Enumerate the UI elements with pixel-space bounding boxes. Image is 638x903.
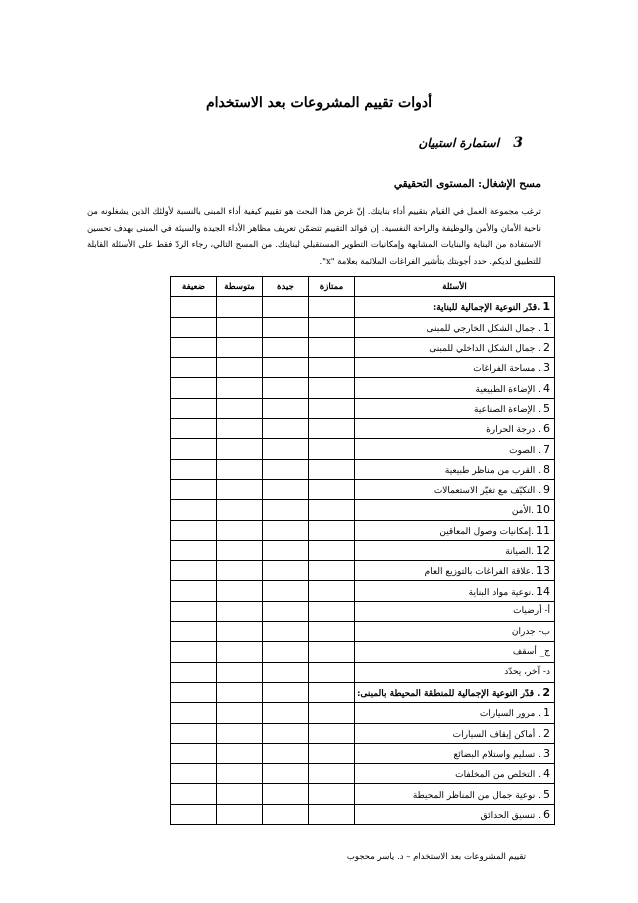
rating-cell-weak[interactable] [171,358,217,378]
page-title: أدوات تقييم المشروعات بعد الاستخدام [206,95,432,111]
rating-cell-weak[interactable] [171,601,217,621]
rating-cell-excellent[interactable] [309,459,355,479]
rating-cell-average[interactable] [217,784,263,804]
rating-cell-good[interactable] [263,398,309,418]
question-cell [355,459,555,479]
question-cell [355,317,555,337]
table-row [171,642,555,662]
table-section-row [171,682,555,702]
rating-cell-weak[interactable] [171,439,217,459]
question-cell [355,784,555,804]
question-text: . الإضاءة الصناعية [474,404,541,415]
rating-cell-good[interactable] [263,561,309,581]
table-row [171,358,555,378]
survey-rows [171,297,555,825]
table-row [171,479,555,499]
question-cell [355,479,555,499]
question-cell [355,601,555,621]
rating-cell-average[interactable] [217,500,263,520]
question-number: 5 [543,401,550,415]
rating-cell-excellent[interactable] [309,378,355,398]
survey-subheading: مسح الإشغال: المستوى التحقيقي [393,178,541,190]
question-text: ج_ أسقف [512,646,550,657]
question-text: د- آخر، يحدّد [504,667,550,678]
table-row [171,317,555,337]
question-number: 2 [542,686,550,700]
rating-cell-good[interactable] [263,622,309,642]
rating-cell-weak[interactable] [171,581,217,601]
rating-cell-average[interactable] [217,337,263,357]
section-heading [418,135,523,151]
rating-cell-good[interactable] [263,358,309,378]
rating-cell-average[interactable] [217,317,263,337]
question-text: . التخلص من المخلفات [455,770,541,781]
question-cell [355,662,555,682]
rating-cell-weak[interactable] [171,662,217,682]
rating-cell-average[interactable] [217,662,263,682]
table-header-row [171,277,555,297]
header-excellent: ممتازة [309,277,355,297]
table-row [171,398,555,418]
table-row [171,337,555,357]
question-number: 10 [536,503,550,517]
rating-cell-good [263,682,309,702]
rating-cell-average[interactable] [217,358,263,378]
rating-cell-average [217,682,263,702]
rating-cell-excellent[interactable] [309,439,355,459]
question-text: . قدّر النوعية الإجمالية للمنطقة المحيطة بالمبنى: [357,689,541,700]
question-text: . القرب من مناظر طبيعية [444,465,541,476]
question-number: 1 [542,300,550,314]
question-text: . الصوت [509,445,541,456]
question-cell [355,682,555,702]
question-text: . نوعية جمال من المناظر المحيطة [412,790,541,801]
rating-cell-average[interactable] [217,520,263,540]
rating-cell-good[interactable] [263,419,309,439]
table-row [171,520,555,540]
question-cell [355,723,555,743]
rating-cell-average[interactable] [217,804,263,824]
question-cell [355,337,555,357]
rating-cell-excellent[interactable] [309,581,355,601]
question-text: . مساحة الفراغات [473,364,541,375]
rating-cell-good[interactable] [263,540,309,560]
rating-cell-weak[interactable] [171,561,217,581]
table-row [171,764,555,784]
rating-cell-good[interactable] [263,581,309,601]
rating-cell-average[interactable] [217,419,263,439]
question-text: . جمال الشكل الخارجي للمبنى [426,323,541,334]
rating-cell-weak[interactable] [171,642,217,662]
section-number: 3 [513,135,523,151]
question-cell [355,622,555,642]
rating-cell-good[interactable] [263,459,309,479]
rating-cell-good[interactable] [263,804,309,824]
question-text: . أماكن إيقاف السيارات [452,729,541,740]
question-cell [355,358,555,378]
rating-cell-excellent[interactable] [309,358,355,378]
rating-cell-average[interactable] [217,398,263,418]
question-text: . تنسيق الحدائق [480,810,541,821]
rating-cell-weak[interactable] [171,398,217,418]
rating-cell-weak[interactable] [171,479,217,499]
table-row [171,804,555,824]
question-text: أ- أرضيات [513,606,550,617]
rating-cell-excellent[interactable] [309,317,355,337]
rating-cell-good[interactable] [263,520,309,540]
question-cell [355,561,555,581]
rating-cell-excellent[interactable] [309,419,355,439]
rating-cell-weak[interactable] [171,540,217,560]
rating-cell-excellent[interactable] [309,662,355,682]
rating-cell-good[interactable] [263,439,309,459]
rating-cell-weak[interactable] [171,723,217,743]
question-number: 6 [543,422,550,436]
rating-cell-weak[interactable] [171,317,217,337]
question-number: 11 [536,523,550,537]
rating-cell-weak[interactable] [171,622,217,642]
rating-cell-good[interactable] [263,784,309,804]
rating-cell-good[interactable] [263,479,309,499]
rating-cell-average[interactable] [217,378,263,398]
rating-cell-weak[interactable] [171,703,217,723]
question-number: 3 [543,746,550,760]
table-row [171,743,555,763]
rating-cell-excellent[interactable] [309,804,355,824]
question-cell [355,642,555,662]
table-row [171,581,555,601]
rating-cell-excellent[interactable] [309,642,355,662]
table-row [171,622,555,642]
page-footer: تقييم المشروعات بعد الاستخدام – د. ياسر محجوب [346,852,526,862]
rating-cell-weak[interactable] [171,804,217,824]
rating-cell-average[interactable] [217,642,263,662]
rating-cell-excellent[interactable] [309,520,355,540]
rating-cell-weak [171,297,217,317]
rating-cell-excellent[interactable] [309,703,355,723]
question-cell [355,500,555,520]
rating-cell-weak[interactable] [171,743,217,763]
rating-cell-average[interactable] [217,439,263,459]
rating-cell-good[interactable] [263,317,309,337]
question-text: . التكيّف مع تغيّر الاستعمالات [433,486,541,497]
question-number: 2 [543,341,550,355]
rating-cell-good[interactable] [263,723,309,743]
rating-cell-excellent[interactable] [309,743,355,763]
rating-cell-average[interactable] [217,540,263,560]
rating-cell-average[interactable] [217,764,263,784]
question-cell [355,378,555,398]
rating-cell-good[interactable] [263,642,309,662]
rating-cell-excellent[interactable] [309,622,355,642]
rating-cell-good[interactable] [263,337,309,357]
rating-cell-good [263,297,309,317]
question-number: 14 [536,584,550,598]
header-average: متوسطة [217,277,263,297]
question-text: .نوعية مواد البناية [468,587,534,598]
rating-cell-excellent[interactable] [309,764,355,784]
rating-cell-excellent[interactable] [309,479,355,499]
rating-cell-excellent [309,297,355,317]
question-cell [355,540,555,560]
question-number: 2 [543,726,550,740]
question-number: 8 [543,462,550,476]
question-cell [355,804,555,824]
question-number: 12 [536,544,550,557]
rating-cell-average[interactable] [217,561,263,581]
rating-cell-average[interactable] [217,601,263,621]
rating-cell-excellent[interactable] [309,723,355,743]
rating-cell-excellent [309,682,355,702]
table-row [171,419,555,439]
table-row [171,378,555,398]
rating-cell-weak[interactable] [171,764,217,784]
table-row [171,561,555,581]
rating-cell-excellent[interactable] [309,337,355,357]
question-number: 6 [543,807,550,821]
rating-cell-excellent[interactable] [309,540,355,560]
section-label: استمارة استبيان [418,136,500,150]
rating-cell-weak[interactable] [171,784,217,804]
table-row [171,662,555,682]
question-text: . جمال الشكل الداخلي للمبنى [429,344,541,355]
rating-cell-weak[interactable] [171,500,217,520]
rating-cell-good[interactable] [263,703,309,723]
question-number: 1 [543,706,550,720]
rating-cell-weak [171,682,217,702]
question-text: . مرور السيارات [479,709,541,720]
question-cell [355,581,555,601]
question-cell [355,297,555,317]
table-section-row [171,297,555,317]
question-text: .علاقة الفراغات بالتوزيع العام [424,567,534,578]
rating-cell-good[interactable] [263,601,309,621]
question-number: 1 [543,320,550,334]
survey-table [170,276,555,825]
table-row [171,459,555,479]
table-row [171,784,555,804]
table-row [171,540,555,560]
rating-cell-weak[interactable] [171,378,217,398]
header-questions: الأسئلة [355,277,555,297]
question-number: 4 [543,767,550,781]
question-text: .إمكانيات وصول المعاقين [439,526,534,537]
table-row [171,439,555,459]
question-text: .الصيانة [505,547,534,557]
rating-cell-excellent[interactable] [309,784,355,804]
header-weak: ضعيفة [171,277,217,297]
question-text: ب- جدران [511,626,550,637]
rating-cell-good[interactable] [263,764,309,784]
rating-cell-good[interactable] [263,743,309,763]
rating-cell-excellent[interactable] [309,601,355,621]
question-number: 9 [543,483,550,497]
rating-cell-excellent[interactable] [309,500,355,520]
rating-cell-weak[interactable] [171,337,217,357]
rating-cell-excellent[interactable] [309,561,355,581]
rating-cell-average[interactable] [217,581,263,601]
question-cell [355,520,555,540]
rating-cell-average [217,297,263,317]
question-cell [355,764,555,784]
question-number: 5 [543,787,550,801]
question-text: .قدّر النوعية الإجمالية للبناية: [432,303,541,314]
question-number: 13 [536,564,550,578]
table-row [171,601,555,621]
rating-cell-average[interactable] [217,622,263,642]
rating-cell-average[interactable] [217,459,263,479]
rating-cell-weak[interactable] [171,419,217,439]
table-row [171,723,555,743]
table-row [171,703,555,723]
question-number: 4 [543,381,550,395]
rating-cell-good[interactable] [263,662,309,682]
question-text: . الإضاءة الطبيعية [475,384,541,395]
question-cell [355,743,555,763]
rating-cell-good[interactable] [263,500,309,520]
rating-cell-good[interactable] [263,378,309,398]
question-cell [355,703,555,723]
question-number: 3 [543,361,550,375]
question-cell [355,419,555,439]
question-text: . تسليم واستلام البضائع [453,749,541,760]
rating-cell-average[interactable] [217,479,263,499]
table-row [171,500,555,520]
rating-cell-weak[interactable] [171,459,217,479]
rating-cell-average[interactable] [217,723,263,743]
question-cell [355,439,555,459]
rating-cell-excellent[interactable] [309,398,355,418]
header-good: جيدة [263,277,309,297]
question-text: .الأمن [511,506,534,517]
rating-cell-average[interactable] [217,743,263,763]
intro-paragraph: ترغب مجموعة العمل في القيام بتقييم أداء بنايتك. إنّ غرض هذا البحث هو تقييم كيفية أداء المبنى بالنسبة لأولئك الذين يشغلونه من ناحية الأمان والأمن والوظيفة والراحة النفسية. إن فوائد التقييم تتضمّن تعريف مظاهر الأداء الجيدة والسيئة في المبنى بهدف تحسين الاستفادة من البناية والبنايات المشابهة وإمكانيات التطوير المستقبلي لبنايتك. من المسح التالي، رجاء الردّ فقط على الأسئلة القابلة للتطبيق لديكم. حدد أجوبتك بتأشير الفراغات الملائمة بعلامة "x". [87,206,541,266]
question-number: 7 [543,442,550,456]
question-text: . درجة الحرارة [486,425,541,436]
rating-cell-weak[interactable] [171,520,217,540]
rating-cell-average[interactable] [217,703,263,723]
question-cell [355,398,555,418]
